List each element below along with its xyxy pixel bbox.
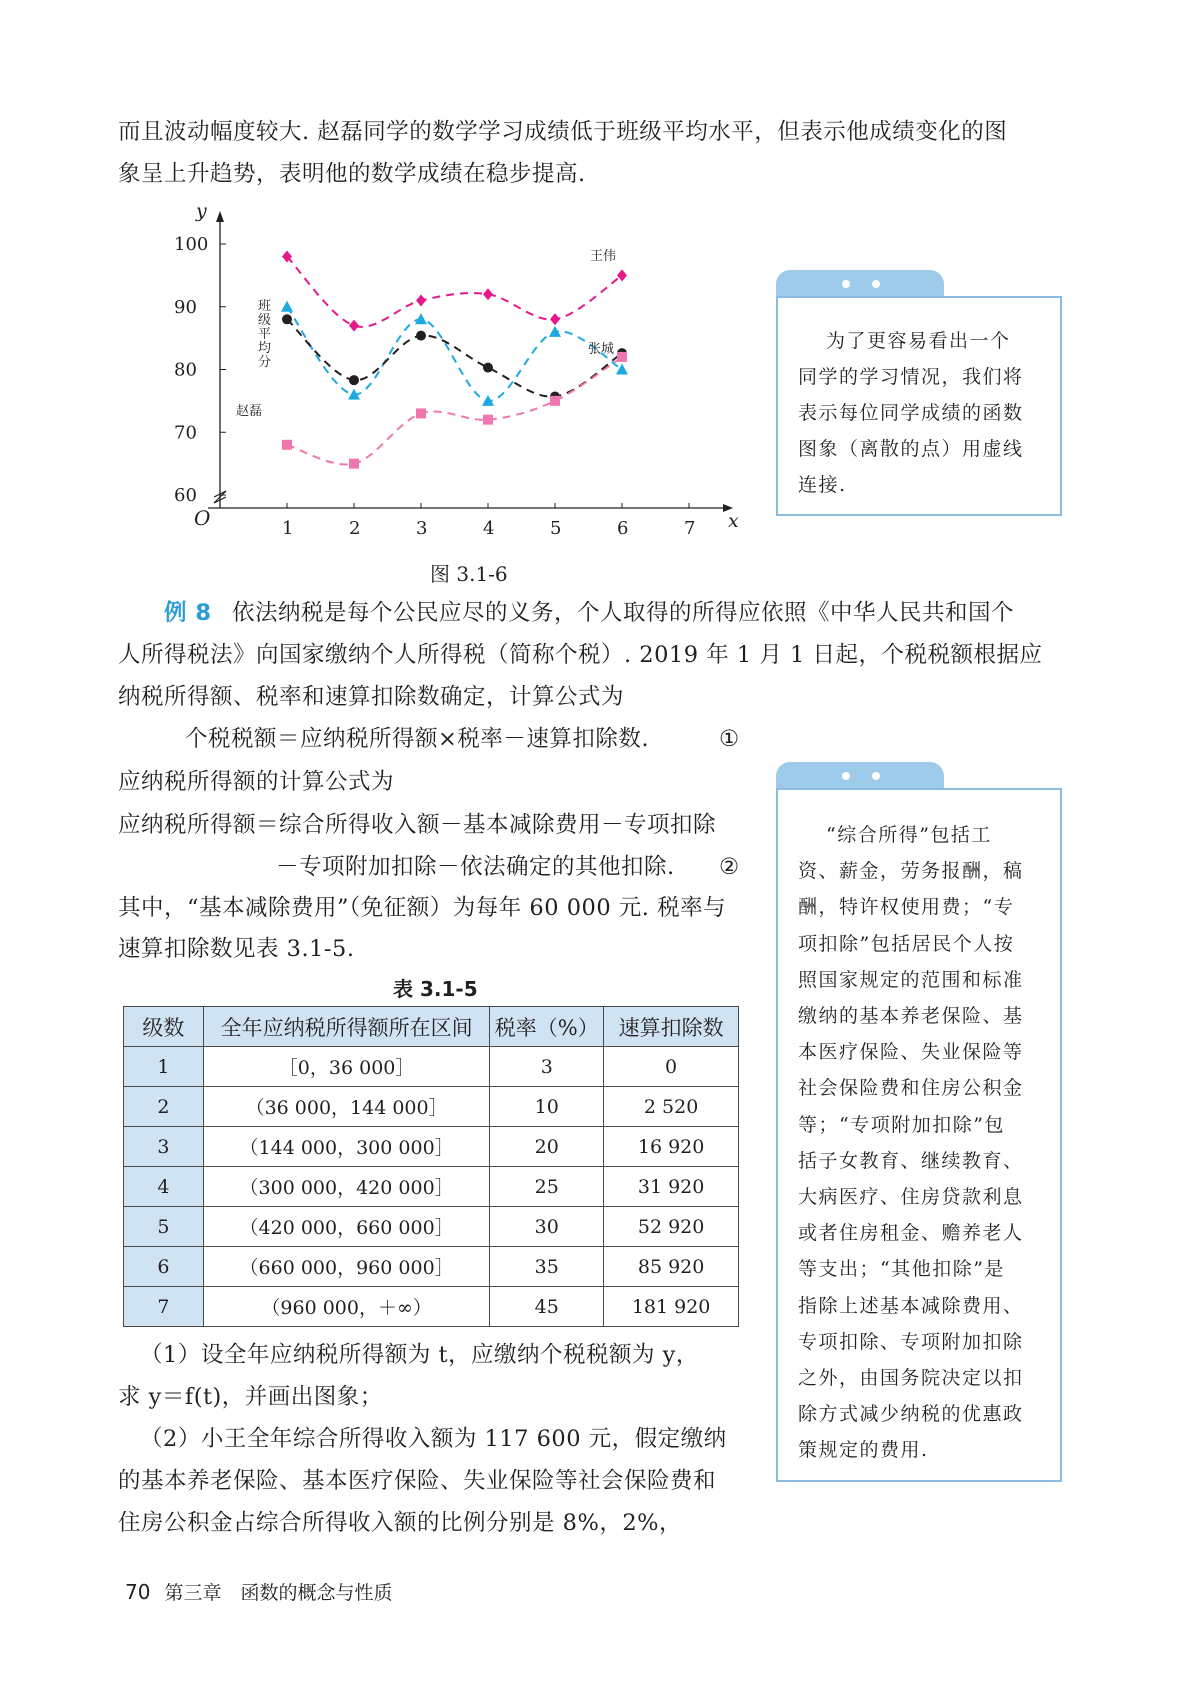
note2-line: 资、薪金，劳务报酬，稿 xyxy=(798,860,1024,883)
table-cell: 16 920 xyxy=(604,1127,739,1167)
note2-line: 照国家规定的范围和标准 xyxy=(798,968,1024,991)
table-cell: 30 xyxy=(490,1207,604,1247)
chapter-title: 第三章 函数的概念与性质 xyxy=(164,1582,393,1604)
data-point xyxy=(416,294,426,306)
example-label: 例 8 xyxy=(164,600,212,626)
data-point xyxy=(415,313,427,324)
series-label-wangwei: 王伟 xyxy=(590,249,617,264)
data-point xyxy=(550,313,560,325)
table-cell: （36 000，144 000］ xyxy=(203,1087,489,1127)
table-cell: （420 000，660 000］ xyxy=(203,1207,489,1247)
note2-line: 社会保险费和住房公积金 xyxy=(798,1077,1024,1100)
table-cell: 10 xyxy=(490,1087,604,1127)
data-point xyxy=(349,375,359,385)
table-cell: 5 xyxy=(124,1207,204,1247)
note1-tab xyxy=(776,270,944,296)
table-cell: 31 920 xyxy=(604,1167,739,1207)
data-point xyxy=(416,331,426,341)
y-tick-label: 80 xyxy=(174,359,197,381)
table-cell: 20 xyxy=(490,1127,604,1167)
table-row xyxy=(124,1207,739,1247)
table-cell: （300 000，420 000］ xyxy=(203,1167,489,1207)
note2-line: 策规定的费用. xyxy=(798,1439,929,1462)
note2-line: 指除上述基本减除费用、 xyxy=(798,1294,1024,1317)
table-row xyxy=(124,1047,739,1087)
series-label-class-average: 班 xyxy=(258,299,272,314)
y-axis-label: y xyxy=(196,200,207,222)
note1-box xyxy=(776,296,1062,516)
x-tick-label: 6 xyxy=(617,518,629,539)
chart-series xyxy=(281,251,628,469)
table-cell: ［0，36 000］ xyxy=(203,1047,489,1087)
table-cell: 3 xyxy=(124,1127,204,1167)
formula-2a: 应纳税所得额＝综合所得收入额－基本减除费用－专项扣除 xyxy=(118,812,717,838)
question-2-line-2: 的基本养老保险、基本医疗保险、失业保险等社会保险费和 xyxy=(118,1468,717,1494)
series-label-class-average: 平 xyxy=(258,327,272,342)
table-cell: 0 xyxy=(604,1047,739,1087)
page-number: 70 xyxy=(125,1580,151,1604)
data-point xyxy=(483,415,493,425)
tab-dot xyxy=(872,280,880,288)
series-label-class-average: 分 xyxy=(258,355,272,370)
table-cell: 2 xyxy=(124,1087,204,1127)
series-line xyxy=(287,307,622,401)
table-cell: 7 xyxy=(124,1287,204,1327)
tax-rate-table xyxy=(123,1006,739,1327)
formula-1-number: ① xyxy=(719,726,740,752)
note2-line: 之外，由国务院决定以扣 xyxy=(798,1367,1024,1389)
question-2-line-1: （2）小王全年综合所得收入额为 117 600 元，假定缴纳 xyxy=(140,1426,727,1452)
note2-line: 括子女教育、继续教育、 xyxy=(798,1149,1024,1172)
series-line xyxy=(287,257,622,327)
y-tick-label: 60 xyxy=(174,485,197,506)
question-1-line-1: （1）设全年应纳税所得额为 t，应缴纳个税税额为 y， xyxy=(140,1342,699,1368)
x-tick-label: 1 xyxy=(282,518,294,539)
table-cell: 45 xyxy=(490,1287,604,1327)
question-2-line-3: 住房公积金占综合所得收入额的比例分别是 8%，2%， xyxy=(118,1510,683,1536)
series-label-zhaolei: 赵磊 xyxy=(236,404,263,419)
data-point xyxy=(282,440,292,450)
y-axis-arrow xyxy=(216,211,224,222)
data-point xyxy=(349,459,359,469)
note1-line: 表示每位同学成绩的函数 xyxy=(798,402,1024,424)
chart-labels xyxy=(174,200,739,539)
x-tick-label: 7 xyxy=(684,518,696,539)
x-tick-label: 2 xyxy=(349,518,361,539)
table-cell: 35 xyxy=(490,1247,604,1287)
table-cell: 2 520 xyxy=(604,1087,739,1127)
data-point xyxy=(550,396,560,406)
note1-line: 连接. xyxy=(798,474,847,496)
note2-line: 酬，特许权使用费；“专 xyxy=(798,896,1015,919)
table-row xyxy=(124,1287,739,1327)
table-cell: 85 920 xyxy=(604,1247,739,1287)
series-label-class-average: 级 xyxy=(258,313,272,328)
table-cell: 4 xyxy=(124,1167,204,1207)
data-point xyxy=(416,408,426,418)
table-row xyxy=(124,1127,739,1167)
example-line-3: 纳税所得额、税率和速算扣除数确定，计算公式为 xyxy=(118,684,625,710)
data-point xyxy=(617,269,627,281)
note1-line: 同学的学习情况，我们将 xyxy=(798,366,1024,388)
table-header: 全年应纳税所得额所在区间 xyxy=(203,1007,489,1047)
chart-caption: 图 3.1-6 xyxy=(430,562,508,586)
note2-tab xyxy=(776,762,944,788)
x-tick-label: 5 xyxy=(550,518,562,539)
table-cell: 52 920 xyxy=(604,1207,739,1247)
note2-line: 除方式减少纳税的优惠政 xyxy=(798,1403,1024,1426)
y-tick-label: 70 xyxy=(174,422,197,444)
table-cell: 6 xyxy=(124,1247,204,1287)
note2-box xyxy=(776,788,1062,1482)
tab-dot xyxy=(872,772,880,780)
formula-2-number: ② xyxy=(719,854,740,880)
table-header: 速算扣除数 xyxy=(604,1007,739,1047)
example-line-4: 应纳税所得额的计算公式为 xyxy=(118,769,395,795)
note1-line: 为了更容易看出一个 xyxy=(826,330,1011,352)
x-tick-label: 4 xyxy=(483,518,495,539)
note2-line: 等支出；“其他扣除”是 xyxy=(798,1258,1005,1281)
table-row xyxy=(124,1167,739,1207)
note2-line: “综合所得”包括工 xyxy=(826,824,992,846)
table-cell: （960 000，＋∞） xyxy=(203,1287,489,1327)
table-header: 税率（%） xyxy=(490,1007,604,1047)
page-footer xyxy=(125,1578,392,1605)
origin-label: O xyxy=(194,506,211,530)
note2-line: 本医疗保险、失业保险等 xyxy=(798,1041,1024,1064)
table-row xyxy=(124,1247,739,1287)
example-line-1: 依法纳税是每个公民应尽的义务，个人取得的所得应依照《中华人民共和国个 xyxy=(232,600,1015,626)
note2-line: 或者住房租金、赡养老人 xyxy=(798,1222,1024,1245)
note2-line: 项扣除”包括居民个人按 xyxy=(798,932,1015,955)
table-cell: 1 xyxy=(124,1047,204,1087)
table-cell: （144 000，300 000］ xyxy=(203,1127,489,1167)
y-tick-label: 100 xyxy=(174,234,209,255)
data-point xyxy=(281,301,293,312)
note2-line: 等；“专项附加扣除”包 xyxy=(798,1113,1005,1136)
table-cell: （660 000，960 000］ xyxy=(203,1247,489,1287)
intro-line-2: 象呈上升趋势，表明他的数学成绩在稳步提高. xyxy=(118,161,586,187)
formula-2b: －专项附加扣除－依法确定的其他扣除. xyxy=(276,854,675,880)
y-tick-label: 90 xyxy=(174,296,197,318)
tab-dot xyxy=(842,772,850,780)
data-point xyxy=(549,326,561,337)
example-line-5: 其中，“基本减除费用”（免征额）为每年 60 000 元. 税率与 xyxy=(118,895,727,921)
note2-line: 缴纳的基本养老保险、基 xyxy=(798,1005,1024,1027)
tab-dot xyxy=(842,280,850,288)
x-tick-label: 3 xyxy=(416,518,428,539)
table-header: 级数 xyxy=(124,1007,204,1047)
table-header-row xyxy=(124,1007,739,1047)
x-axis-label: x xyxy=(728,510,739,532)
note1-line: 图象（离散的点）用虚线 xyxy=(798,438,1024,460)
data-point xyxy=(617,352,627,362)
data-point xyxy=(282,314,292,324)
table-cell: 25 xyxy=(490,1167,604,1207)
data-point xyxy=(483,288,493,300)
note2-line: 专项扣除、专项附加扣除 xyxy=(798,1330,1024,1353)
table-cell: 3 xyxy=(490,1047,604,1087)
table-title: 表 3.1-5 xyxy=(393,977,478,1001)
score-chart xyxy=(174,200,750,540)
question-1-line-2: 求 y＝f(t)，并画出图象； xyxy=(118,1384,383,1410)
intro-line-1: 而且波动幅度较大. 赵磊同学的数学学习成绩低于班级平均水平，但表示他成绩变化的图 xyxy=(118,119,1008,145)
series-label-zhangcheng: 张城 xyxy=(588,342,615,357)
note2-line: 大病医疗、住房贷款利息 xyxy=(798,1186,1024,1208)
example-line-6: 速算扣除数见表 3.1-5. xyxy=(118,936,355,962)
data-point xyxy=(616,364,628,375)
example-line-2: 人所得税法》向国家缴纳个人所得税（简称个税）. 2019 年 1 月 1 日起，个税税额根据应 xyxy=(118,642,1043,668)
table-row xyxy=(124,1087,739,1127)
data-point xyxy=(349,320,359,332)
formula-1: 个税税额＝应纳税所得额×税率－速算扣除数. xyxy=(185,726,650,752)
series-label-class-average: 均 xyxy=(258,341,272,356)
table-cell: 181 920 xyxy=(604,1287,739,1327)
data-point xyxy=(483,363,493,373)
